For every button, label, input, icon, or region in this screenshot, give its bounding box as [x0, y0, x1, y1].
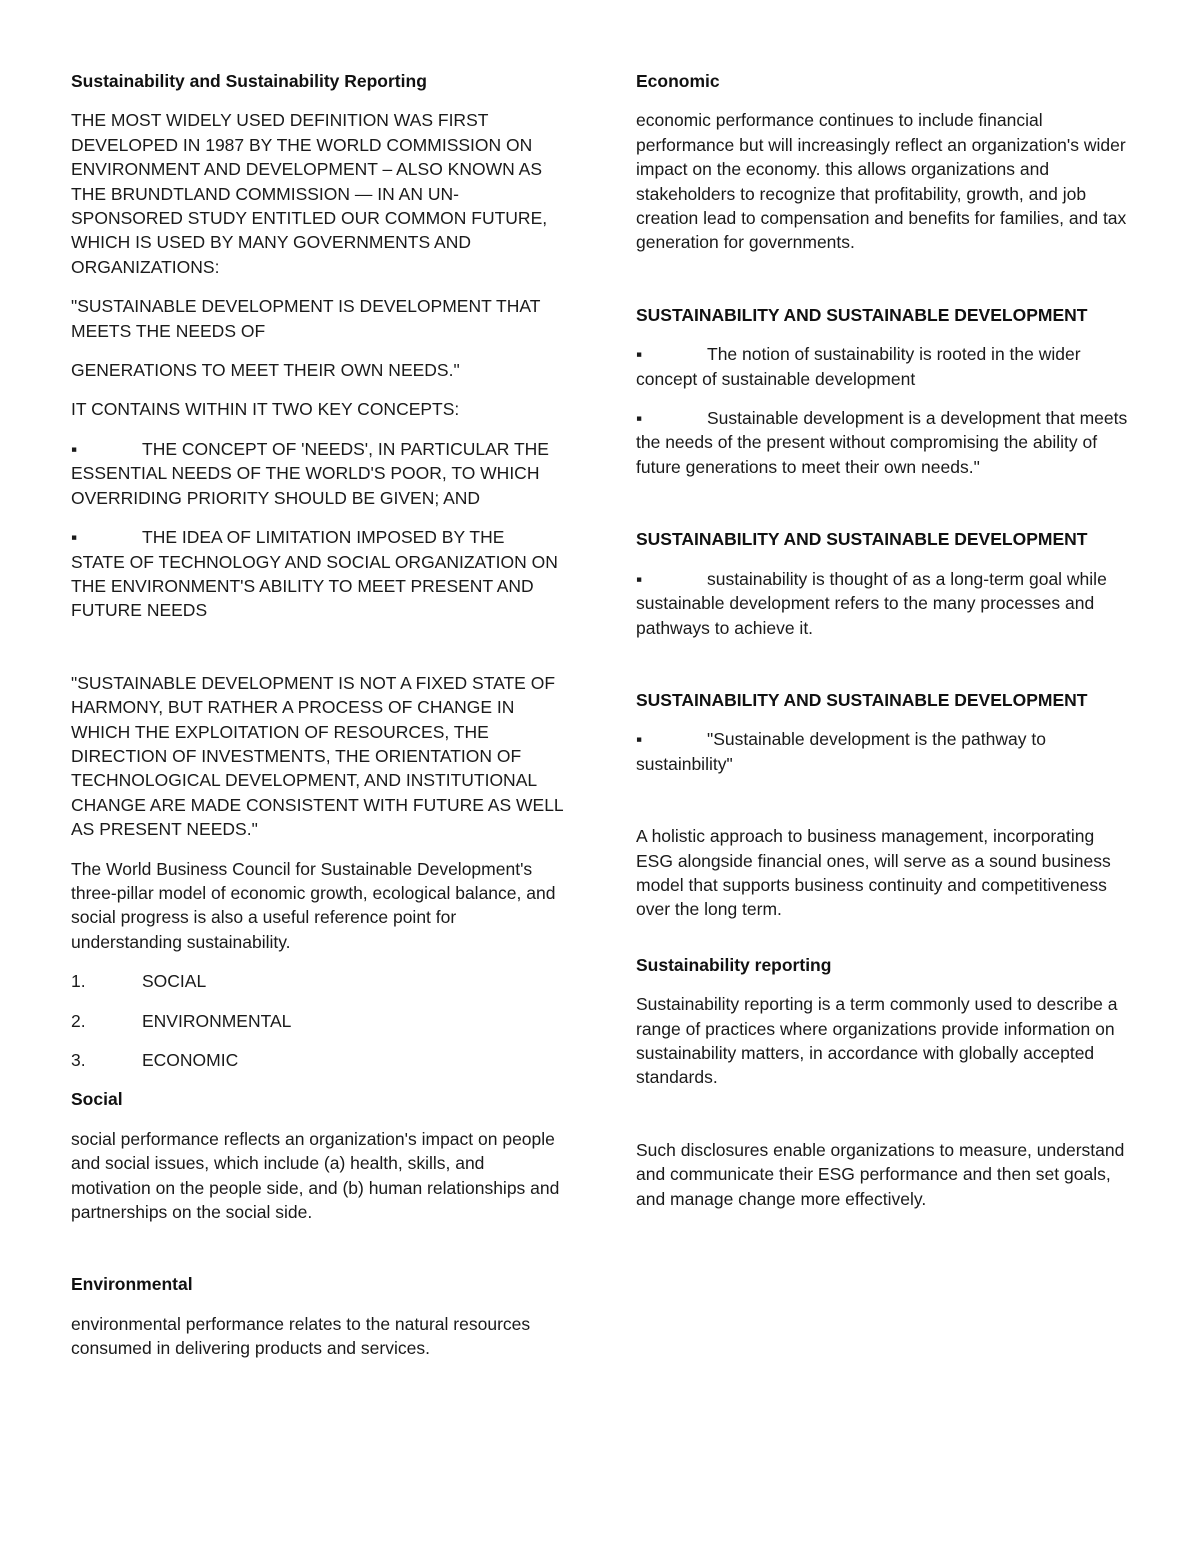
sd1-bullet-1	[636, 342, 1134, 391]
left-column	[71, 69, 563, 1361]
social-paragraph: social performance reflects an organization's impact on people and social issues, which include (a) health, skills, and motivation on the people side, and (b) human relationships and partnerships on the social side.	[71, 1128, 560, 1223]
sd-heading-1: SUSTAINABILITY AND SUSTAINABLE DEVELOPMENT	[636, 304, 1088, 325]
bullet-icon: ▪	[636, 729, 643, 750]
quote1-part1: "SUSTAINABLE DEVELOPMENT IS DEVELOPMENT THAT MEETS THE NEEDS OF	[71, 296, 541, 341]
pillar-label: ECONOMIC	[142, 1050, 239, 1070]
pillar-item-3	[71, 1048, 563, 1072]
environmental-heading: Environmental	[71, 1274, 193, 1295]
sd3-bullet-1-text: "Sustainable development is the pathway to sustainbility"	[636, 729, 1046, 774]
holistic-paragraph: A holistic approach to business management, incorporating ESG alongside financial ones, will serve as a sound business model that supports business continuity and competitiveness over the long term.	[636, 826, 1111, 920]
pillar-item-2	[71, 1009, 563, 1033]
sd2-bullet-1-text: sustainability is thought of as a long-term goal while sustainable development refers to the many processes and pathways to achieve it.	[636, 568, 1107, 638]
sd1-bullet-2-text: Sustainable development is a development that meets the needs of the present without compromising the ability of future generations to meet their own needs."	[636, 408, 1128, 477]
pillar-number: 2.	[71, 1010, 86, 1031]
right-column	[636, 69, 1134, 1211]
reporting-heading: Sustainability reporting	[636, 954, 832, 975]
sd-heading-2: SUSTAINABILITY AND SUSTAINABLE DEVELOPMENT	[636, 529, 1088, 550]
sd2-bullet-1	[636, 567, 1134, 640]
concept-2-text: THE IDEA OF LIMITATION IMPOSED BY THE STATE OF TECHNOLOGY AND SOCIAL ORGANIZATION ON THE ENVIRONMENT'S ABILITY TO MEET PRESENT AND FUTURE NEEDS	[71, 527, 558, 621]
intro-paragraph: THE MOST WIDELY USED DEFINITION WAS FIRST DEVELOPED IN 1987 BY THE WORLD COMMISSION ON ENVIRONMENT AND DEVELOPMENT – ALSO KNOWN AS THE BRUNDTLAND COMMISSION — IN AN UN-SPONSORED STUDY ENTITLED OUR COMMON FUTURE, WHICH IS USED BY MANY GOVERNMENTS AND ORGANIZATIONS:	[71, 110, 548, 277]
concepts-intro: IT CONTAINS WITHIN IT TWO KEY CONCEPTS:	[71, 399, 460, 420]
concept-bullet-1	[71, 437, 563, 510]
sd-heading-3: SUSTAINABILITY AND SUSTAINABLE DEVELOPMENT	[636, 689, 1088, 710]
reporting-paragraph: Sustainability reporting is a term commonly used to describe a range of practices where organizations provide information on sustainability matters, in accordance with globally accepted standards.	[636, 994, 1118, 1088]
bullet-icon: ▪	[636, 344, 643, 365]
pillar-label: SOCIAL	[142, 971, 207, 992]
sd1-bullet-2	[636, 406, 1134, 479]
pillar-number: 1.	[71, 971, 86, 992]
quote1-part2: GENERATIONS TO MEET THEIR OWN NEEDS."	[71, 360, 460, 381]
quote2-paragraph: "SUSTAINABLE DEVELOPMENT IS NOT A FIXED STATE OF HARMONY, BUT RATHER A PROCESS OF CHANGE IN WHICH THE EXPLOITATION OF RESOURCES, THE DIRECTION OF INVESTMENTS, THE ORIENTATION OF TECHNOLOGICAL DEVELOPMENT, AND INSTITUTIONAL CHANGE ARE MADE CONSISTENT WITH FUTURE AS WELL AS PRESENT NEEDS."	[71, 672, 564, 840]
concept-1-text: THE CONCEPT OF 'NEEDS', IN PARTICULAR THE ESSENTIAL NEEDS OF THE WORLD'S POOR, TO WHICH OVERRIDING PRIORITY SHOULD BE GIVEN; AND	[71, 438, 549, 508]
bullet-icon: ▪	[636, 408, 643, 429]
disclosures-paragraph: Such disclosures enable organizations to measure, understand and communicate their ESG performance and then set goals, and manage change more effectively.	[636, 1139, 1125, 1209]
bullet-icon: ▪	[71, 527, 78, 548]
economic-paragraph: economic performance continues to include financial performance but will increasingly reflect an organization's wider impact on the economy. this allows organizations and stakeholders to recognize that profitability, growth, and job creation lead to compensation and benefits for families, and tax generation for governments.	[636, 110, 1127, 253]
sd3-bullet-1	[636, 727, 1134, 776]
economic-heading: Economic	[636, 71, 720, 91]
bullet-icon: ▪	[71, 438, 78, 459]
sd1-bullet-1-text: The notion of sustainability is rooted in the wider concept of sustainable development	[636, 344, 1081, 389]
environmental-paragraph: environmental performance relates to the natural resources consumed in delivering products and services.	[71, 1313, 531, 1359]
document-title: Sustainability and Sustainability Reporting	[71, 71, 427, 91]
social-heading: Social	[71, 1089, 123, 1110]
pillar-item-1	[71, 969, 563, 993]
concept-bullet-2	[71, 525, 563, 623]
wbcsd-paragraph: The World Business Council for Sustainable Development's three-pillar model of economic growth, ecological balance, and social progress is also a useful reference point for understanding sustainability.	[71, 858, 556, 952]
pillar-label: ENVIRONMENTAL	[142, 1010, 292, 1031]
bullet-icon: ▪	[636, 568, 643, 589]
pillar-number: 3.	[71, 1050, 86, 1070]
